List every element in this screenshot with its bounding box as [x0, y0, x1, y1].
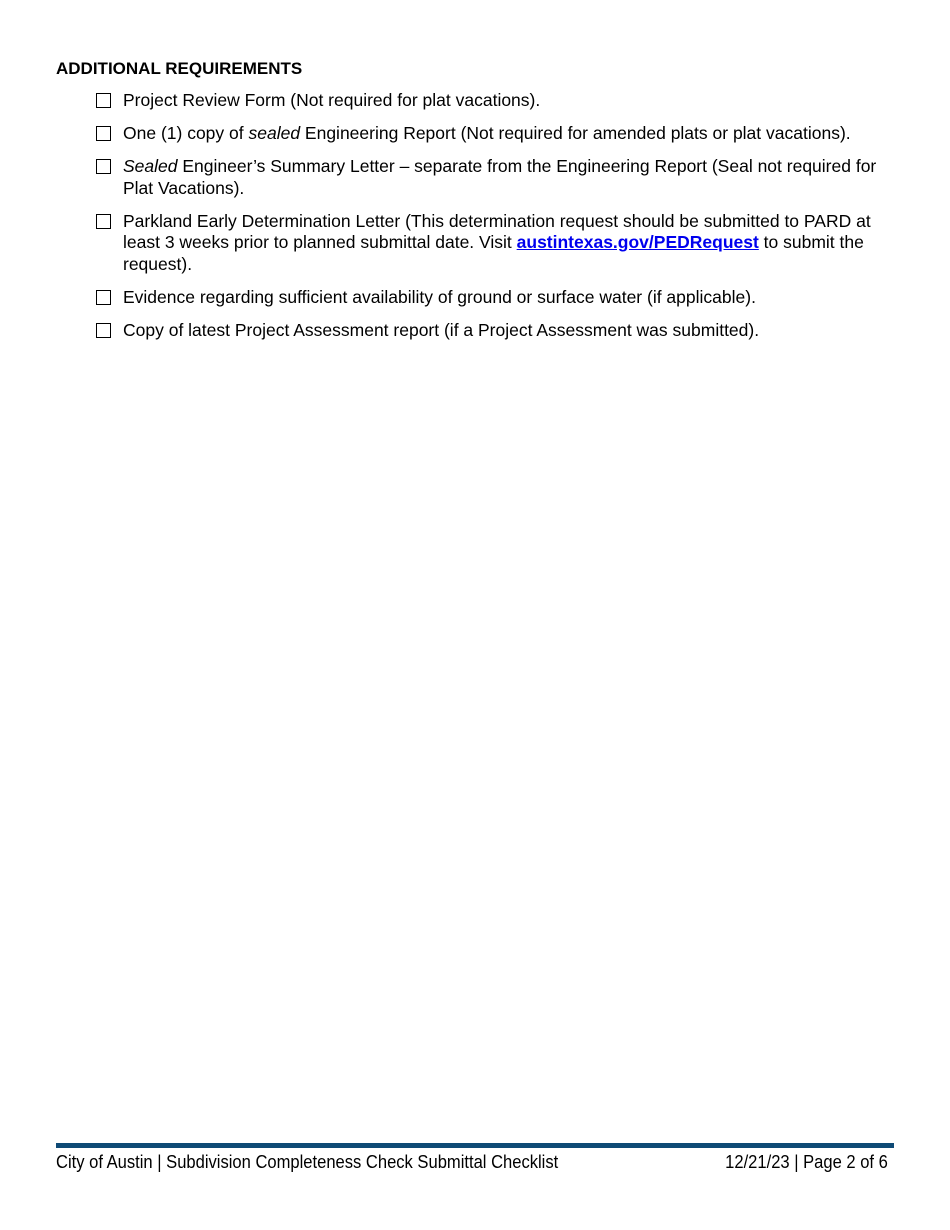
checklist-item-water-evidence [96, 287, 896, 309]
checkbox[interactable] [96, 159, 111, 174]
item-text: One (1) copy of [123, 123, 249, 143]
item-text: Evidence regarding sufficient availability of ground or surface water (if applicable). [123, 286, 756, 307]
item-text: to submit the request). [123, 232, 864, 274]
checkbox[interactable] [96, 93, 111, 108]
checklist-item-parkland-letter [96, 211, 896, 276]
requirements-checklist [96, 90, 896, 353]
ped-request-link[interactable]: austintexas.gov/PEDRequest [516, 232, 759, 252]
checkbox[interactable] [96, 323, 111, 338]
item-emphasis: Sealed [123, 156, 178, 176]
item-text: Engineer’s Summary Letter – separate from the Engineering Report (Seal not required for Plat Vacations). [123, 156, 877, 198]
checkbox[interactable] [96, 290, 111, 305]
footer-date-page: 12/21/23 | Page 2 of 6 [725, 1152, 888, 1172]
checklist-item-project-assessment [96, 320, 896, 342]
item-emphasis: sealed [248, 123, 301, 143]
checklist-item-project-review-form [96, 90, 896, 112]
checkbox[interactable] [96, 214, 111, 229]
item-text: Project Review Form (Not required for plat vacations). [123, 90, 541, 110]
item-text: Engineering Report (Not required for amended plats or plat vacations). [300, 123, 851, 143]
checklist-item-engineering-report [96, 123, 896, 145]
checkbox[interactable] [96, 126, 111, 141]
footer-document-title: City of Austin | Subdivision Completeness Check Submittal Checklist [56, 1152, 559, 1172]
footer-divider [56, 1143, 894, 1148]
checklist-item-summary-letter [96, 156, 896, 199]
section-heading: ADDITIONAL REQUIREMENTS [56, 59, 303, 78]
item-text: Parkland Early Determination Letter (This determination request should be submitted to PARD at least 3 weeks prior to planned submittal date. Visit [123, 210, 871, 252]
item-text: Copy of latest Project Assessment report (if a Project Assessment was submitted). [123, 319, 760, 340]
